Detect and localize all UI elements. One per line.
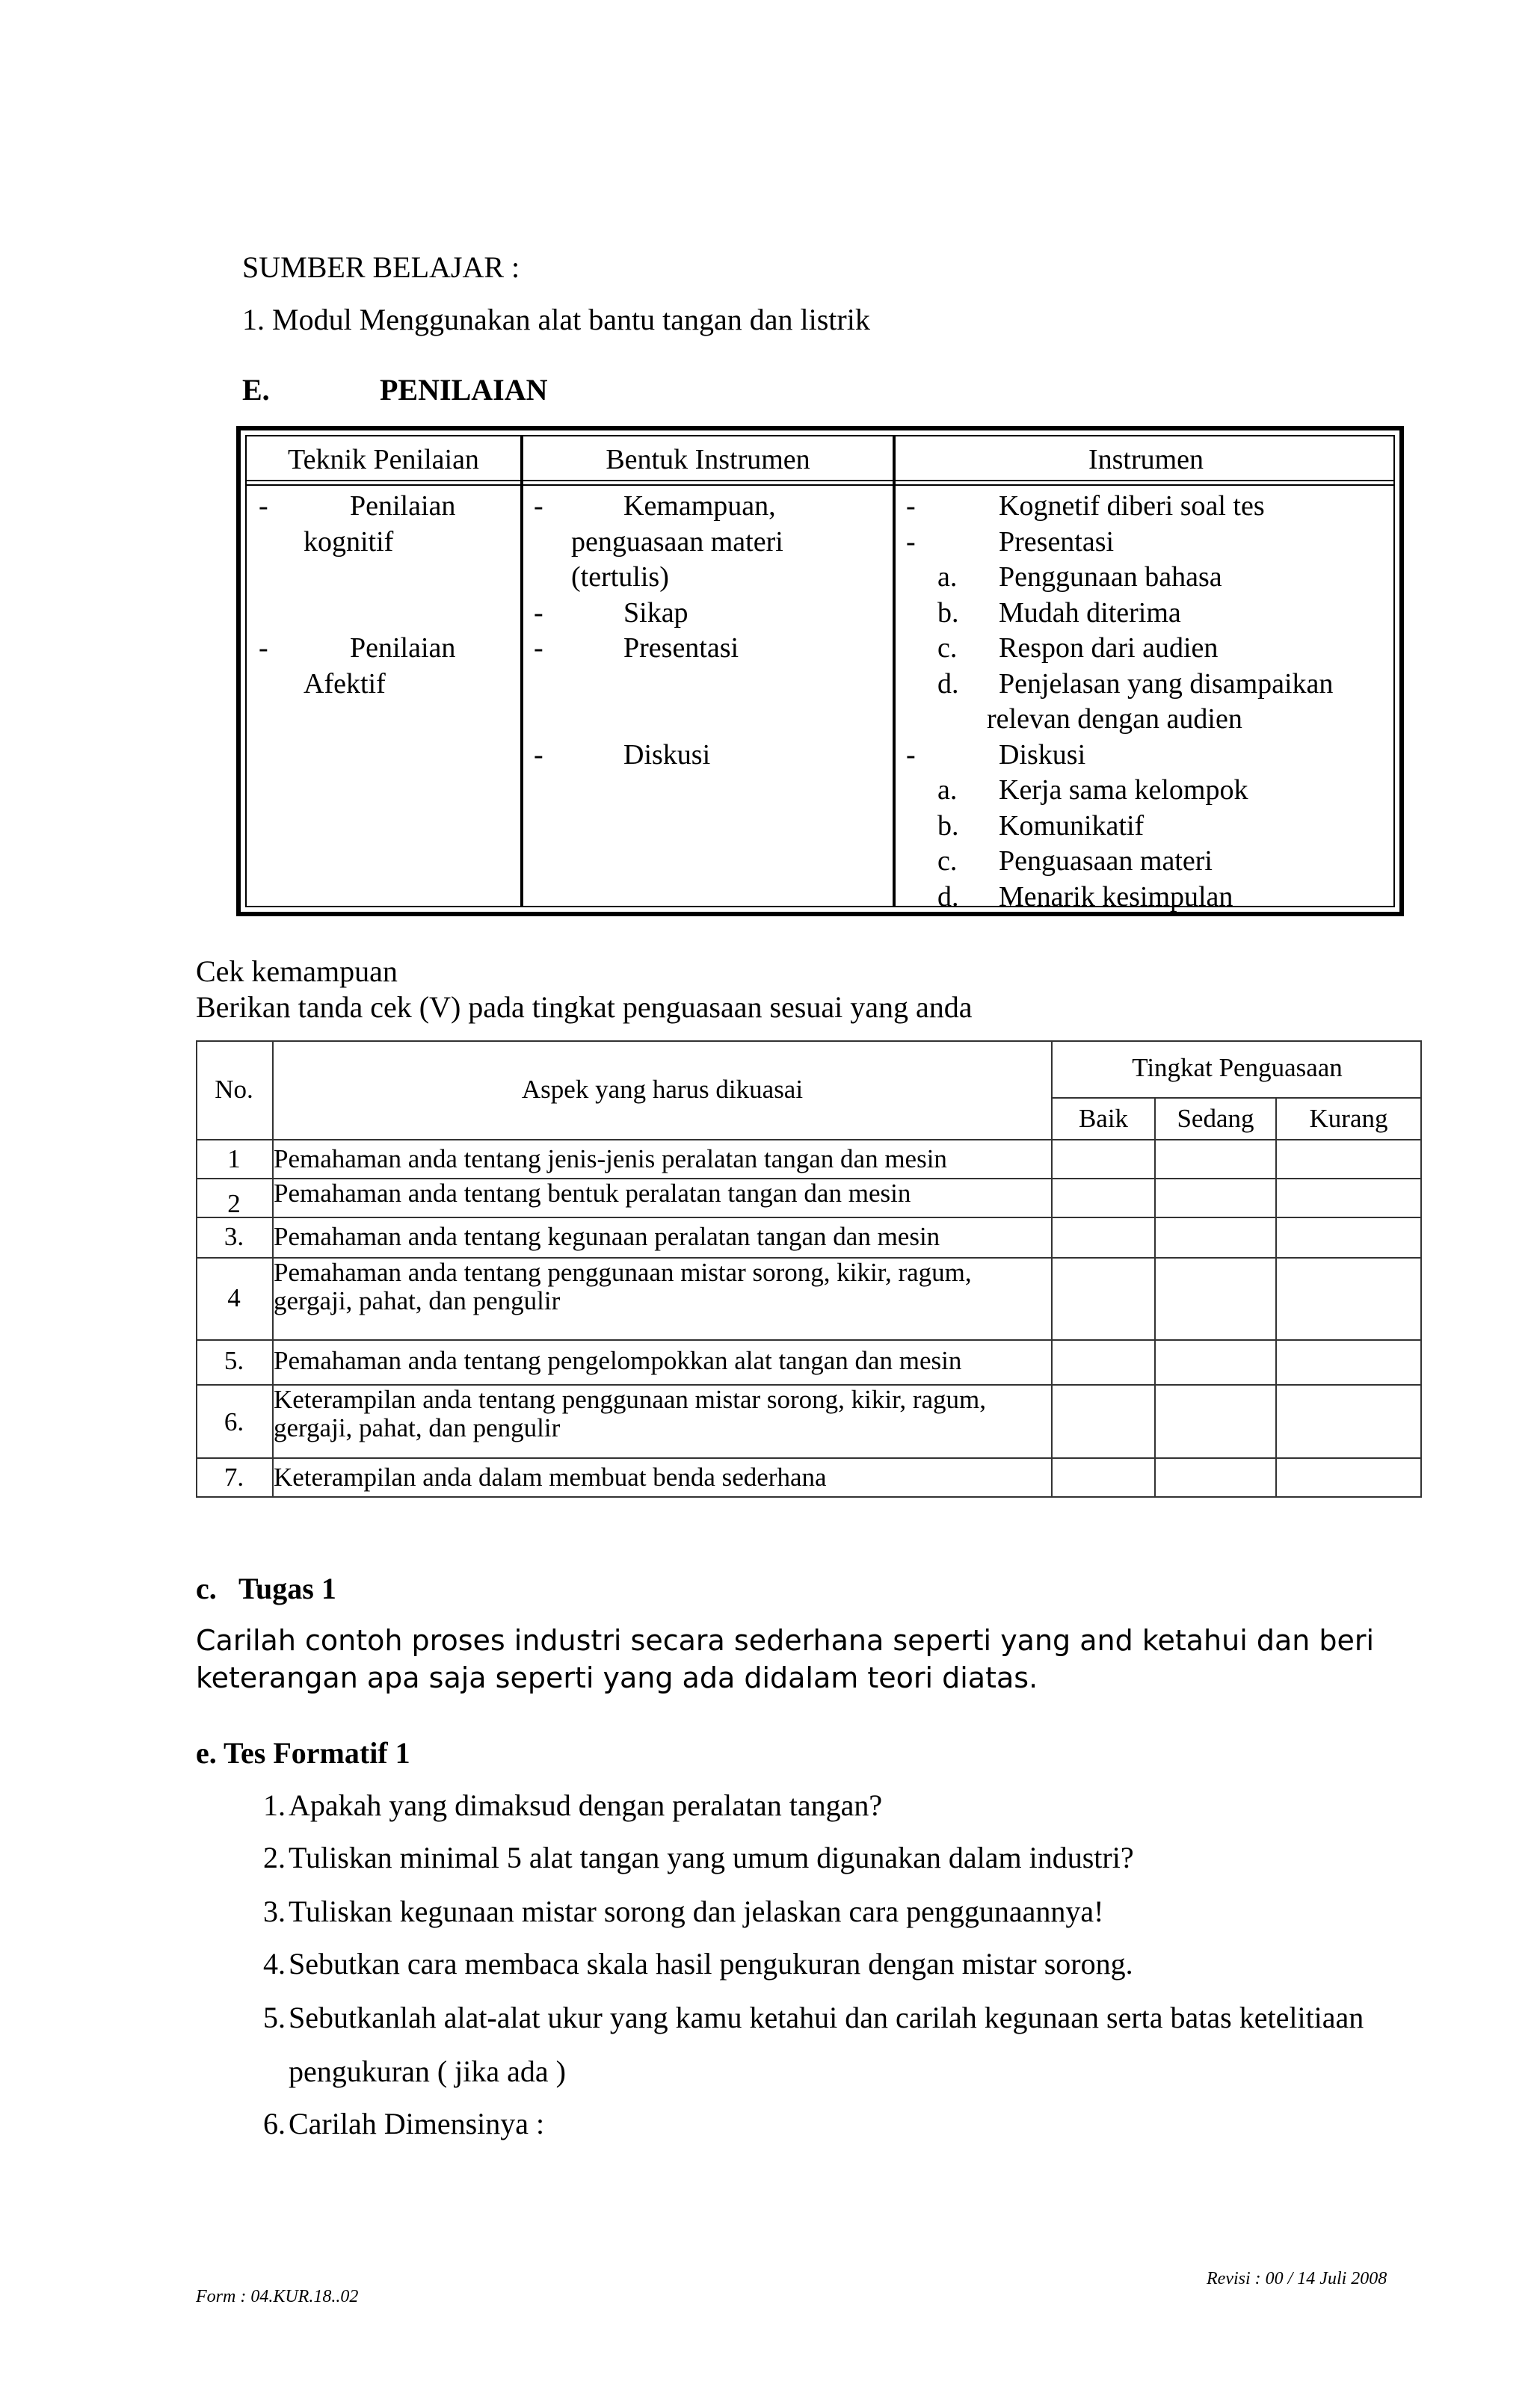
teknik-row bbox=[259, 560, 513, 596]
instrumen-row bbox=[906, 489, 1392, 525]
row-no: 1 bbox=[227, 1144, 241, 1173]
header-divider-2 bbox=[247, 484, 1393, 486]
row-no: 3. bbox=[224, 1222, 244, 1251]
row-aspek: gergaji, pahat, dan pengulir bbox=[274, 1413, 561, 1442]
instrumen-row bbox=[906, 773, 1392, 809]
cek-instruction: Berikan tanda cek (V) pada tingkat penguasaan sesuai yang anda bbox=[196, 990, 973, 1024]
bentuk-row bbox=[534, 667, 885, 703]
instrumen-row bbox=[906, 596, 1392, 632]
row-aspek: Pemahaman anda tentang jenis-jenis peralatan tangan dan mesin bbox=[274, 1144, 947, 1173]
cek-table bbox=[196, 1040, 1422, 1498]
marker: c. bbox=[937, 632, 958, 664]
row-no: 5. bbox=[224, 1346, 244, 1375]
marker: d. bbox=[937, 667, 959, 700]
row-aspek: gergaji, pahat, dan pengulir bbox=[274, 1286, 561, 1315]
marker: - bbox=[906, 738, 916, 771]
section-title: PENILAIAN bbox=[380, 373, 548, 407]
tes-num: 4. bbox=[263, 1947, 286, 1981]
row-aspek: Pemahaman anda tentang pengelompokkan alat tangan dan mesin bbox=[274, 1346, 962, 1375]
dash: - bbox=[534, 490, 543, 522]
dash: - bbox=[259, 632, 268, 664]
instrumen-row bbox=[906, 667, 1392, 703]
tes-item-cont: pengukuran ( jika ada ) bbox=[289, 2054, 566, 2088]
marker: a. bbox=[937, 774, 958, 806]
table-line bbox=[196, 1339, 1422, 1341]
tes-num: 5. bbox=[263, 2001, 286, 2034]
instrumen-text: relevan dengan audien bbox=[987, 703, 1242, 735]
instrumen-text: Presentasi bbox=[999, 525, 1115, 558]
penilaian-table-inner bbox=[245, 435, 1395, 913]
teknik-row bbox=[259, 596, 513, 632]
instrumen-row bbox=[906, 560, 1392, 596]
table-line bbox=[196, 1139, 1422, 1140]
footer-form: Form : 04.KUR.18..02 bbox=[196, 2287, 359, 2306]
instrumen-column bbox=[906, 489, 1392, 915]
level-kurang: Kurang bbox=[1309, 1104, 1388, 1133]
tes-num: 1. bbox=[263, 1788, 286, 1822]
bentuk-text: Diskusi bbox=[623, 738, 711, 771]
row-no: 7. bbox=[224, 1463, 244, 1492]
dash: - bbox=[534, 632, 543, 664]
row-aspek: Pemahaman anda tentang penggunaan mistar sorong, kikir, ragum, bbox=[274, 1258, 972, 1287]
sumber-title: SUMBER BELAJAR : bbox=[242, 250, 520, 284]
bentuk-row bbox=[534, 596, 885, 632]
level-baik: Baik bbox=[1078, 1104, 1129, 1133]
marker: - bbox=[906, 525, 916, 558]
tes-item: Carilah Dimensinya : bbox=[289, 2107, 545, 2140]
dash: - bbox=[534, 596, 543, 629]
instrumen-row bbox=[906, 525, 1392, 561]
teknik-row bbox=[259, 667, 513, 703]
teknik-row bbox=[259, 525, 513, 561]
bentuk-row bbox=[534, 525, 885, 561]
teknik-text: Penilaian bbox=[350, 490, 456, 522]
row-aspek: Pemahaman anda tentang kegunaan peralatan tangan dan mesin bbox=[274, 1222, 940, 1251]
bentuk-text: Kemampuan, bbox=[623, 490, 776, 522]
header-no: No. bbox=[215, 1075, 253, 1104]
bentuk-text: Sikap bbox=[623, 596, 689, 629]
tes-item: Sebutkanlah alat-alat ukur yang kamu ketahui dan carilah kegunaan serta batas ketelitiaan bbox=[289, 2001, 1364, 2034]
instrumen-text: Diskusi bbox=[999, 738, 1086, 771]
table-line bbox=[1275, 1097, 1277, 1498]
marker: a. bbox=[937, 561, 958, 593]
bentuk-column bbox=[534, 489, 885, 773]
marker: - bbox=[906, 490, 916, 522]
tes-num: 6. bbox=[263, 2107, 286, 2140]
header-aspek: Aspek yang harus dikuasai bbox=[521, 1075, 804, 1104]
instrumen-text: Respon dari audien bbox=[999, 632, 1219, 664]
bentuk-text: (tertulis) bbox=[571, 561, 669, 593]
instrumen-text: Komunikatif bbox=[999, 809, 1145, 842]
sumber-item: 1. Modul Menggunakan alat bantu tangan dan listrik bbox=[242, 303, 870, 336]
row-no: 2 bbox=[227, 1189, 241, 1218]
bentuk-row bbox=[534, 560, 885, 596]
header-tingkat: Tingkat Penguasaan bbox=[1132, 1053, 1343, 1082]
header-teknik: Teknik Penilaian bbox=[288, 444, 479, 475]
bentuk-row bbox=[534, 631, 885, 667]
teknik-text: Afektif bbox=[304, 667, 386, 700]
instrumen-text: Penjelasan yang disampaikan bbox=[999, 667, 1334, 700]
row-aspek: Pemahaman anda tentang bentuk peralatan tangan dan mesin bbox=[274, 1179, 911, 1208]
table-line bbox=[196, 1457, 1422, 1459]
instrumen-text: Kerja sama kelompok bbox=[999, 774, 1248, 806]
tes-title: e. Tes Formatif 1 bbox=[196, 1736, 410, 1770]
col-divider bbox=[893, 436, 896, 906]
table-line bbox=[196, 1217, 1422, 1218]
row-no: 4 bbox=[227, 1283, 241, 1312]
dash: - bbox=[259, 490, 268, 522]
instrumen-row bbox=[906, 880, 1392, 916]
level-sedang: Sedang bbox=[1177, 1104, 1254, 1133]
header-divider bbox=[247, 480, 1393, 481]
penilaian-table bbox=[236, 426, 1404, 916]
tes-item: Tuliskan minimal 5 alat tangan yang umum digunakan dalam industri? bbox=[289, 1841, 1134, 1874]
teknik-column bbox=[259, 489, 513, 702]
marker: b. bbox=[937, 596, 959, 629]
row-aspek: Keterampilan anda dalam membuat benda sederhana bbox=[274, 1463, 827, 1492]
instrumen-row bbox=[906, 702, 1392, 738]
instrumen-text: Penggunaan bahasa bbox=[999, 561, 1222, 593]
section-letter: E. bbox=[242, 373, 270, 407]
bentuk-row bbox=[534, 702, 885, 738]
bentuk-text: Presentasi bbox=[623, 632, 739, 664]
instrumen-row bbox=[906, 844, 1392, 880]
footer-revisi: Revisi : 00 / 14 Juli 2008 bbox=[1207, 2269, 1387, 2288]
instrumen-text: Kognetif diberi soal tes bbox=[999, 490, 1265, 522]
dash: - bbox=[534, 738, 543, 771]
col-divider bbox=[520, 436, 523, 906]
tugas-line-2: keterangan apa saja seperti yang ada didalam teori diatas. bbox=[196, 1661, 1038, 1694]
bentuk-row bbox=[534, 489, 885, 525]
bentuk-text: penguasaan materi bbox=[571, 525, 783, 558]
tes-item: Tuliskan kegunaan mistar sorong dan jelaskan cara penggunaannya! bbox=[289, 1895, 1104, 1928]
table-border bbox=[196, 1040, 1422, 1042]
teknik-row bbox=[259, 489, 513, 525]
header-bentuk: Bentuk Instrumen bbox=[606, 444, 810, 475]
tes-num: 2. bbox=[263, 1841, 286, 1874]
instrumen-row bbox=[906, 631, 1392, 667]
instrumen-row bbox=[906, 738, 1392, 774]
marker: b. bbox=[937, 809, 959, 842]
table-line bbox=[1154, 1097, 1156, 1498]
cek-title: Cek kemampuan bbox=[196, 954, 398, 988]
tugas-title: c. Tugas 1 bbox=[196, 1572, 336, 1605]
marker: c. bbox=[937, 845, 958, 877]
instrumen-text: Menarik kesimpulan bbox=[999, 880, 1233, 913]
teknik-text: Penilaian bbox=[350, 632, 456, 664]
row-aspek: Keterampilan anda tentang penggunaan mistar sorong, kikir, ragum, bbox=[274, 1385, 987, 1414]
marker: d. bbox=[937, 880, 959, 913]
teknik-text: kognitif bbox=[304, 525, 394, 558]
instrumen-text: Mudah diterima bbox=[999, 596, 1181, 629]
tes-item: Sebutkan cara membaca skala hasil pengukuran dengan mistar sorong. bbox=[289, 1947, 1133, 1981]
bentuk-row bbox=[534, 738, 885, 774]
tugas-line-1: Carilah contoh proses industri secara sederhana seperti yang and ketahui dan beri bbox=[196, 1624, 1375, 1657]
table-border bbox=[196, 1496, 1422, 1498]
teknik-row bbox=[259, 631, 513, 667]
table-border bbox=[1420, 1040, 1422, 1498]
instrumen-text: Penguasaan materi bbox=[999, 845, 1213, 877]
header-instrumen: Instrumen bbox=[1088, 444, 1204, 475]
tes-item: Apakah yang dimaksud dengan peralatan tangan? bbox=[289, 1788, 883, 1822]
instrumen-row bbox=[906, 809, 1392, 845]
tes-num: 3. bbox=[263, 1895, 286, 1928]
table-line bbox=[1051, 1097, 1422, 1099]
row-no: 6. bbox=[224, 1407, 244, 1436]
